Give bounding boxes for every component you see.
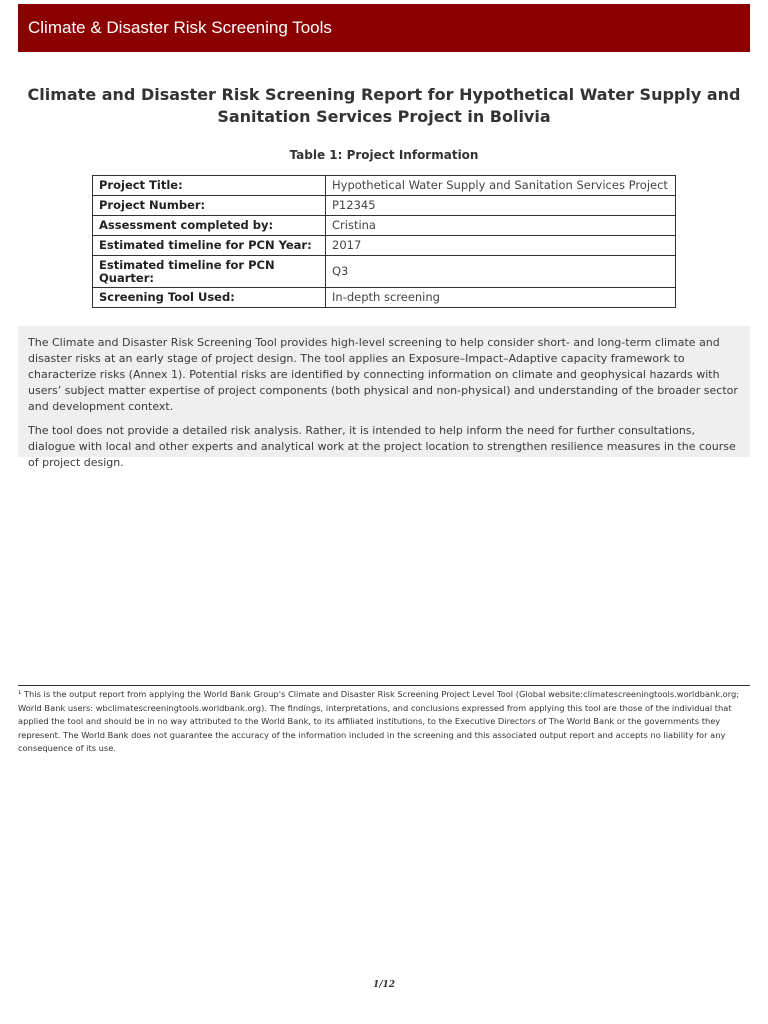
row-label: Project Title: <box>93 176 326 196</box>
footnote: ¹ This is the output report from applying the World Bank Group's Climate and Disaster Risk Screening Project Level Tool (Global website:climatescreeningtools.worldbank.org; World Bank users: wbclimatescreeningtools.worldbank.org). The findings, interpretations, and conclusions expressed from applying this tool are those of the individual that applied the tool and should be in no way attributed to the World Bank, to its affiliated institutions, to the Executive Directors of The World Bank or the governments they represent. The World Bank does not guarantee the accuracy of the information included in the screening and this associated output report and accepts no liability for any consequence of its use. <box>18 689 740 753</box>
footnote-divider <box>18 685 750 686</box>
report-title: Climate and Disaster Risk Screening Report for Hypothetical Water Supply and Sanitation Services Project in Bolivia <box>27 85 741 126</box>
table-row <box>93 256 676 288</box>
table-row <box>93 176 676 196</box>
row-value: In-depth screening <box>326 288 676 308</box>
row-value: P12345 <box>326 196 676 216</box>
table-row <box>93 216 676 236</box>
row-value: Cristina <box>326 216 676 236</box>
table-row <box>93 288 676 308</box>
header-title: Climate & Disaster Risk Screening Tools <box>28 17 332 37</box>
row-label: Estimated timeline for PCN Quarter: <box>93 256 326 288</box>
table-caption: Table 1: Project Information <box>289 148 479 162</box>
row-label: Estimated timeline for PCN Year: <box>93 236 326 256</box>
table-row <box>93 236 676 256</box>
row-label: Project Number: <box>93 196 326 216</box>
table-row <box>93 196 676 216</box>
info-paragraph-1: The Climate and Disaster Risk Screening Tool provides high-level screening to help consider short- and long-term climate and disaster risks at an early stage of project design. The tool applies an Exposure–Impact–Adaptive capacity framework to characterize risks (Annex 1). Potential risks are identified by connecting information on climate and geophysical hazards with users’ subject matter expertise of project components (both physical and non-physical) and understanding of the broader sector and development context. <box>28 336 738 413</box>
info-box <box>18 326 750 469</box>
row-value: Q3 <box>326 256 676 288</box>
page-number: 1/12 <box>372 980 396 990</box>
project-info-table <box>92 175 676 308</box>
info-paragraph-2: The tool does not provide a detailed risk analysis. Rather, it is intended to help inform the need for further consultations, dialogue with local and other experts and analytical work at the project location to strengthen resilience measures in the course of project design. <box>28 424 736 469</box>
row-value: Hypothetical Water Supply and Sanitation Services Project <box>326 176 676 196</box>
row-label: Assessment completed by: <box>93 216 326 236</box>
header-bar <box>18 4 750 52</box>
row-label: Screening Tool Used: <box>93 288 326 308</box>
row-value: 2017 <box>326 236 676 256</box>
